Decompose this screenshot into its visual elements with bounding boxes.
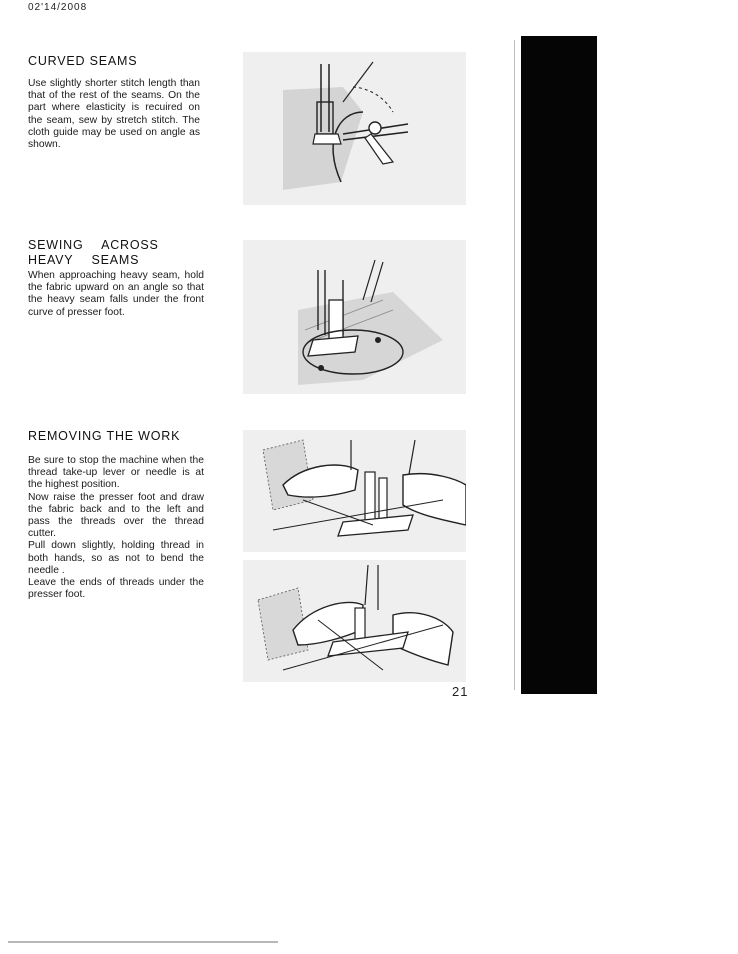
removing-work-body [28, 455, 204, 601]
removing-work-illustration-1 [243, 430, 466, 552]
heavy-seams-drawing [243, 240, 466, 394]
heavy-seams-text: When approaching heavy seam, hold the fabric upward on an angle so that the heavy seam falls under the front curve of presser foot. [28, 270, 204, 318]
heavy-seams-illustration [243, 240, 466, 394]
curved-seams-title: CURVED SEAMS [28, 54, 138, 68]
page-number: 21 [452, 684, 469, 699]
heavy-seams-body [28, 270, 204, 319]
curved-seams-drawing [243, 52, 466, 205]
removing-work-drawing-2 [243, 560, 466, 682]
date-stamp: 02'14/2008 [28, 2, 88, 13]
removing-work-title: REMOVING THE WORK [28, 429, 181, 443]
curved-seams-body [28, 78, 200, 151]
removing-work-illustration-2 [243, 560, 466, 682]
scan-edge-line [514, 40, 515, 690]
curved-seams-illustration [243, 52, 466, 205]
bottom-scan-line [8, 941, 278, 943]
curved-seams-text: Use slightly shorter stitch length than that of the rest of the seams. On the part where elasticity is recuired on the seam, sew by stretch stitch. The cloth guide may be used on angle as shown. [28, 78, 200, 151]
removing-work-para-2: Now raise the presser foot and draw the fabric back and to the left and pass the threads over the thread cutter. [28, 491, 204, 540]
scan-edge-bar [521, 36, 597, 694]
removing-work-para-1: Be sure to stop the machine when the thread take-up lever or needle is at the highest position. [28, 455, 204, 491]
removing-work-para-4: Leave the ends of threads under the presser foot. [28, 577, 204, 601]
heavy-seams-title: SEWING ACROSS HEAVY SEAMS [28, 238, 159, 267]
removing-work-drawing-1 [243, 430, 466, 552]
removing-work-para-3: Pull down slightly, holding thread in both hands, so as not to bend the needle . [28, 540, 204, 576]
